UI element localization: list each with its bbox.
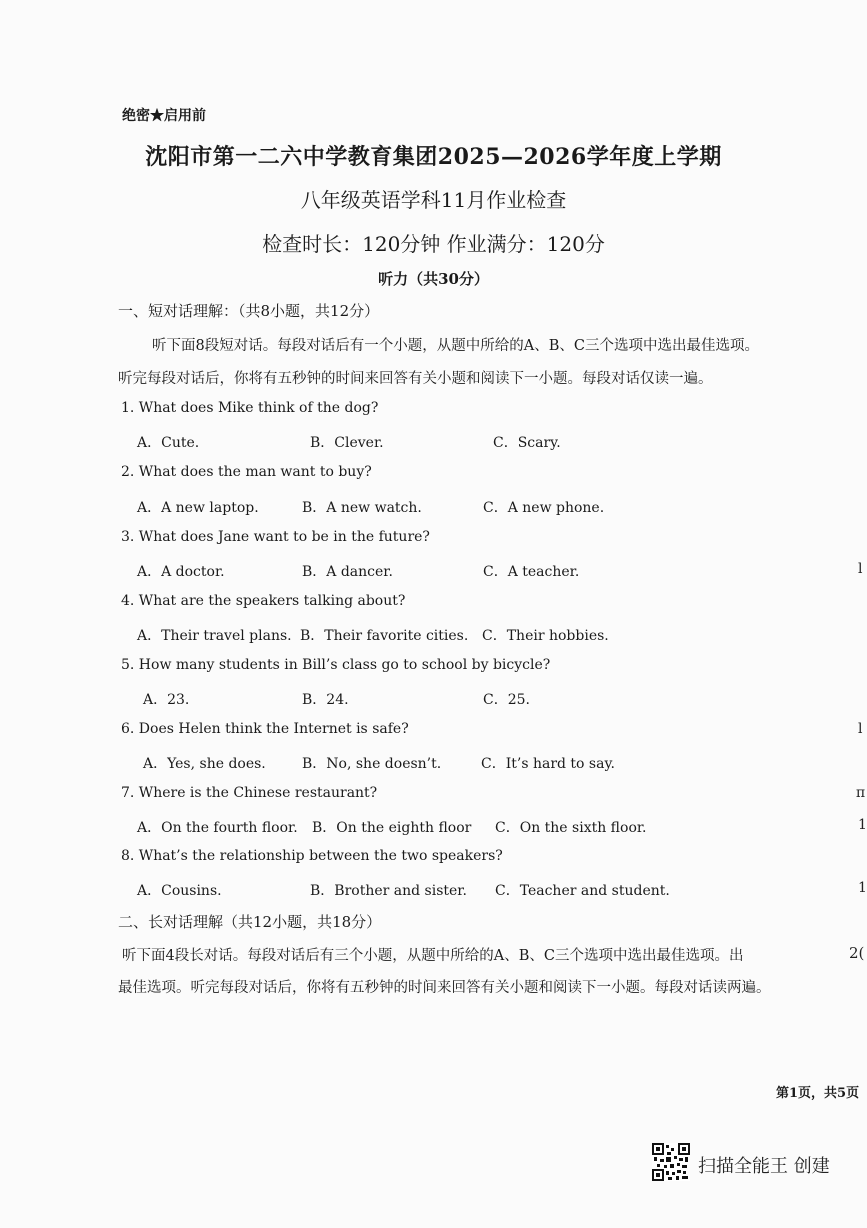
question-3-option-c: C．A teacher.	[483, 564, 580, 580]
edge-mark: 1	[858, 817, 867, 833]
confidential-label: 绝密★启用前	[122, 108, 206, 124]
question-6-option-b: B．No, she doesn’t.	[302, 756, 442, 772]
scanner-brand-label: 扫描全能王 创建	[698, 1156, 830, 1177]
edge-mark: 2(	[849, 944, 865, 962]
question-2-option-c: C．A new phone.	[483, 500, 605, 516]
question-4: 4. What are the speakers talking about?	[121, 593, 406, 609]
question-7-option-b: B．On the eighth floor	[312, 820, 472, 836]
question-1-option-a: A．Cute.	[137, 435, 200, 451]
question-2-option-a: A．A new laptop.	[137, 500, 259, 516]
question-8: 8. What’s the relationship between the two speakers?	[121, 848, 503, 864]
question-7: 7. Where is the Chinese restaurant?	[121, 785, 378, 801]
question-3: 3. What does Jane want to be in the future?	[121, 529, 430, 545]
section2-heading: 二、长对话理解（共12小题，共18分）	[118, 913, 382, 931]
document-title: 沈阳市第一二六中学教育集团2025—2026学年度上学期	[145, 144, 722, 170]
question-8-option-a: A．Cousins.	[137, 883, 222, 899]
listening-heading: 听力（共30分）	[378, 270, 489, 288]
question-4-option-a: A．Their travel plans.	[137, 628, 292, 644]
question-6: 6. Does Helen think the Internet is safe?	[121, 721, 409, 737]
question-2: 2. What does the man want to buy?	[121, 464, 372, 480]
question-7-option-c: C．On the sixth floor.	[495, 820, 647, 836]
section2-instruction-2: 最佳选项。听完每段对话后，你将有五秒钟的时间来回答有关小题和阅读下一小题。每段对话读两遍。	[118, 980, 771, 996]
edge-mark: 1	[858, 880, 867, 896]
question-5-option-a: A．23.	[143, 692, 190, 708]
question-8-option-b: B．Brother and sister.	[310, 883, 467, 899]
exam-info: 检查时长：120分钟 作业满分：120分	[262, 232, 605, 256]
section1-heading: 一、短对话理解：（共8小题，共12分）	[118, 302, 380, 320]
question-1: 1. What does Mike think of the dog?	[121, 400, 379, 416]
page-indicator: 第1页，共5页	[776, 1086, 860, 1101]
qr-code-icon	[652, 1143, 690, 1181]
question-2-option-b: B．A new watch.	[302, 500, 422, 516]
question-5-option-c: C．25.	[483, 692, 530, 708]
question-6-option-a: A．Yes, she does.	[143, 756, 266, 772]
section1-instruction-2: 听完每段对话后，你将有五秒钟的时间来回答有关小题和阅读下一小题。每段对话仅读一遍。	[118, 371, 713, 387]
section2-instruction-1: 听下面4段长对话。每段对话后有三个小题，从题中所给的A、B、C三个选项中选出最佳选项。出	[122, 948, 744, 964]
edge-mark: п	[856, 785, 866, 801]
question-3-option-b: B．A dancer.	[302, 564, 393, 580]
document-subtitle: 八年级英语学科11月作业检查	[300, 188, 567, 212]
section1-instruction-1: 听下面8段短对话。每段对话后有一个小题，从题中所给的A、B、C三个选项中选出最佳选项。	[152, 338, 759, 354]
question-5-option-b: B．24.	[302, 692, 349, 708]
question-5: 5. How many students in Bill’s class go to school by bicycle?	[121, 657, 551, 673]
question-1-option-b: B．Clever.	[310, 435, 384, 451]
question-7-option-a: A．On the fourth floor.	[137, 820, 298, 836]
question-6-option-c: C．It’s hard to say.	[481, 756, 615, 772]
edge-mark: l	[858, 721, 863, 737]
edge-mark: l	[858, 561, 863, 577]
question-4-option-b: B．Their favorite cities.	[300, 628, 469, 644]
question-4-option-c: C．Their hobbies.	[482, 628, 609, 644]
question-3-option-a: A．A doctor.	[137, 564, 225, 580]
question-1-option-c: C．Scary.	[493, 435, 561, 451]
question-8-option-c: C．Teacher and student.	[495, 883, 670, 899]
